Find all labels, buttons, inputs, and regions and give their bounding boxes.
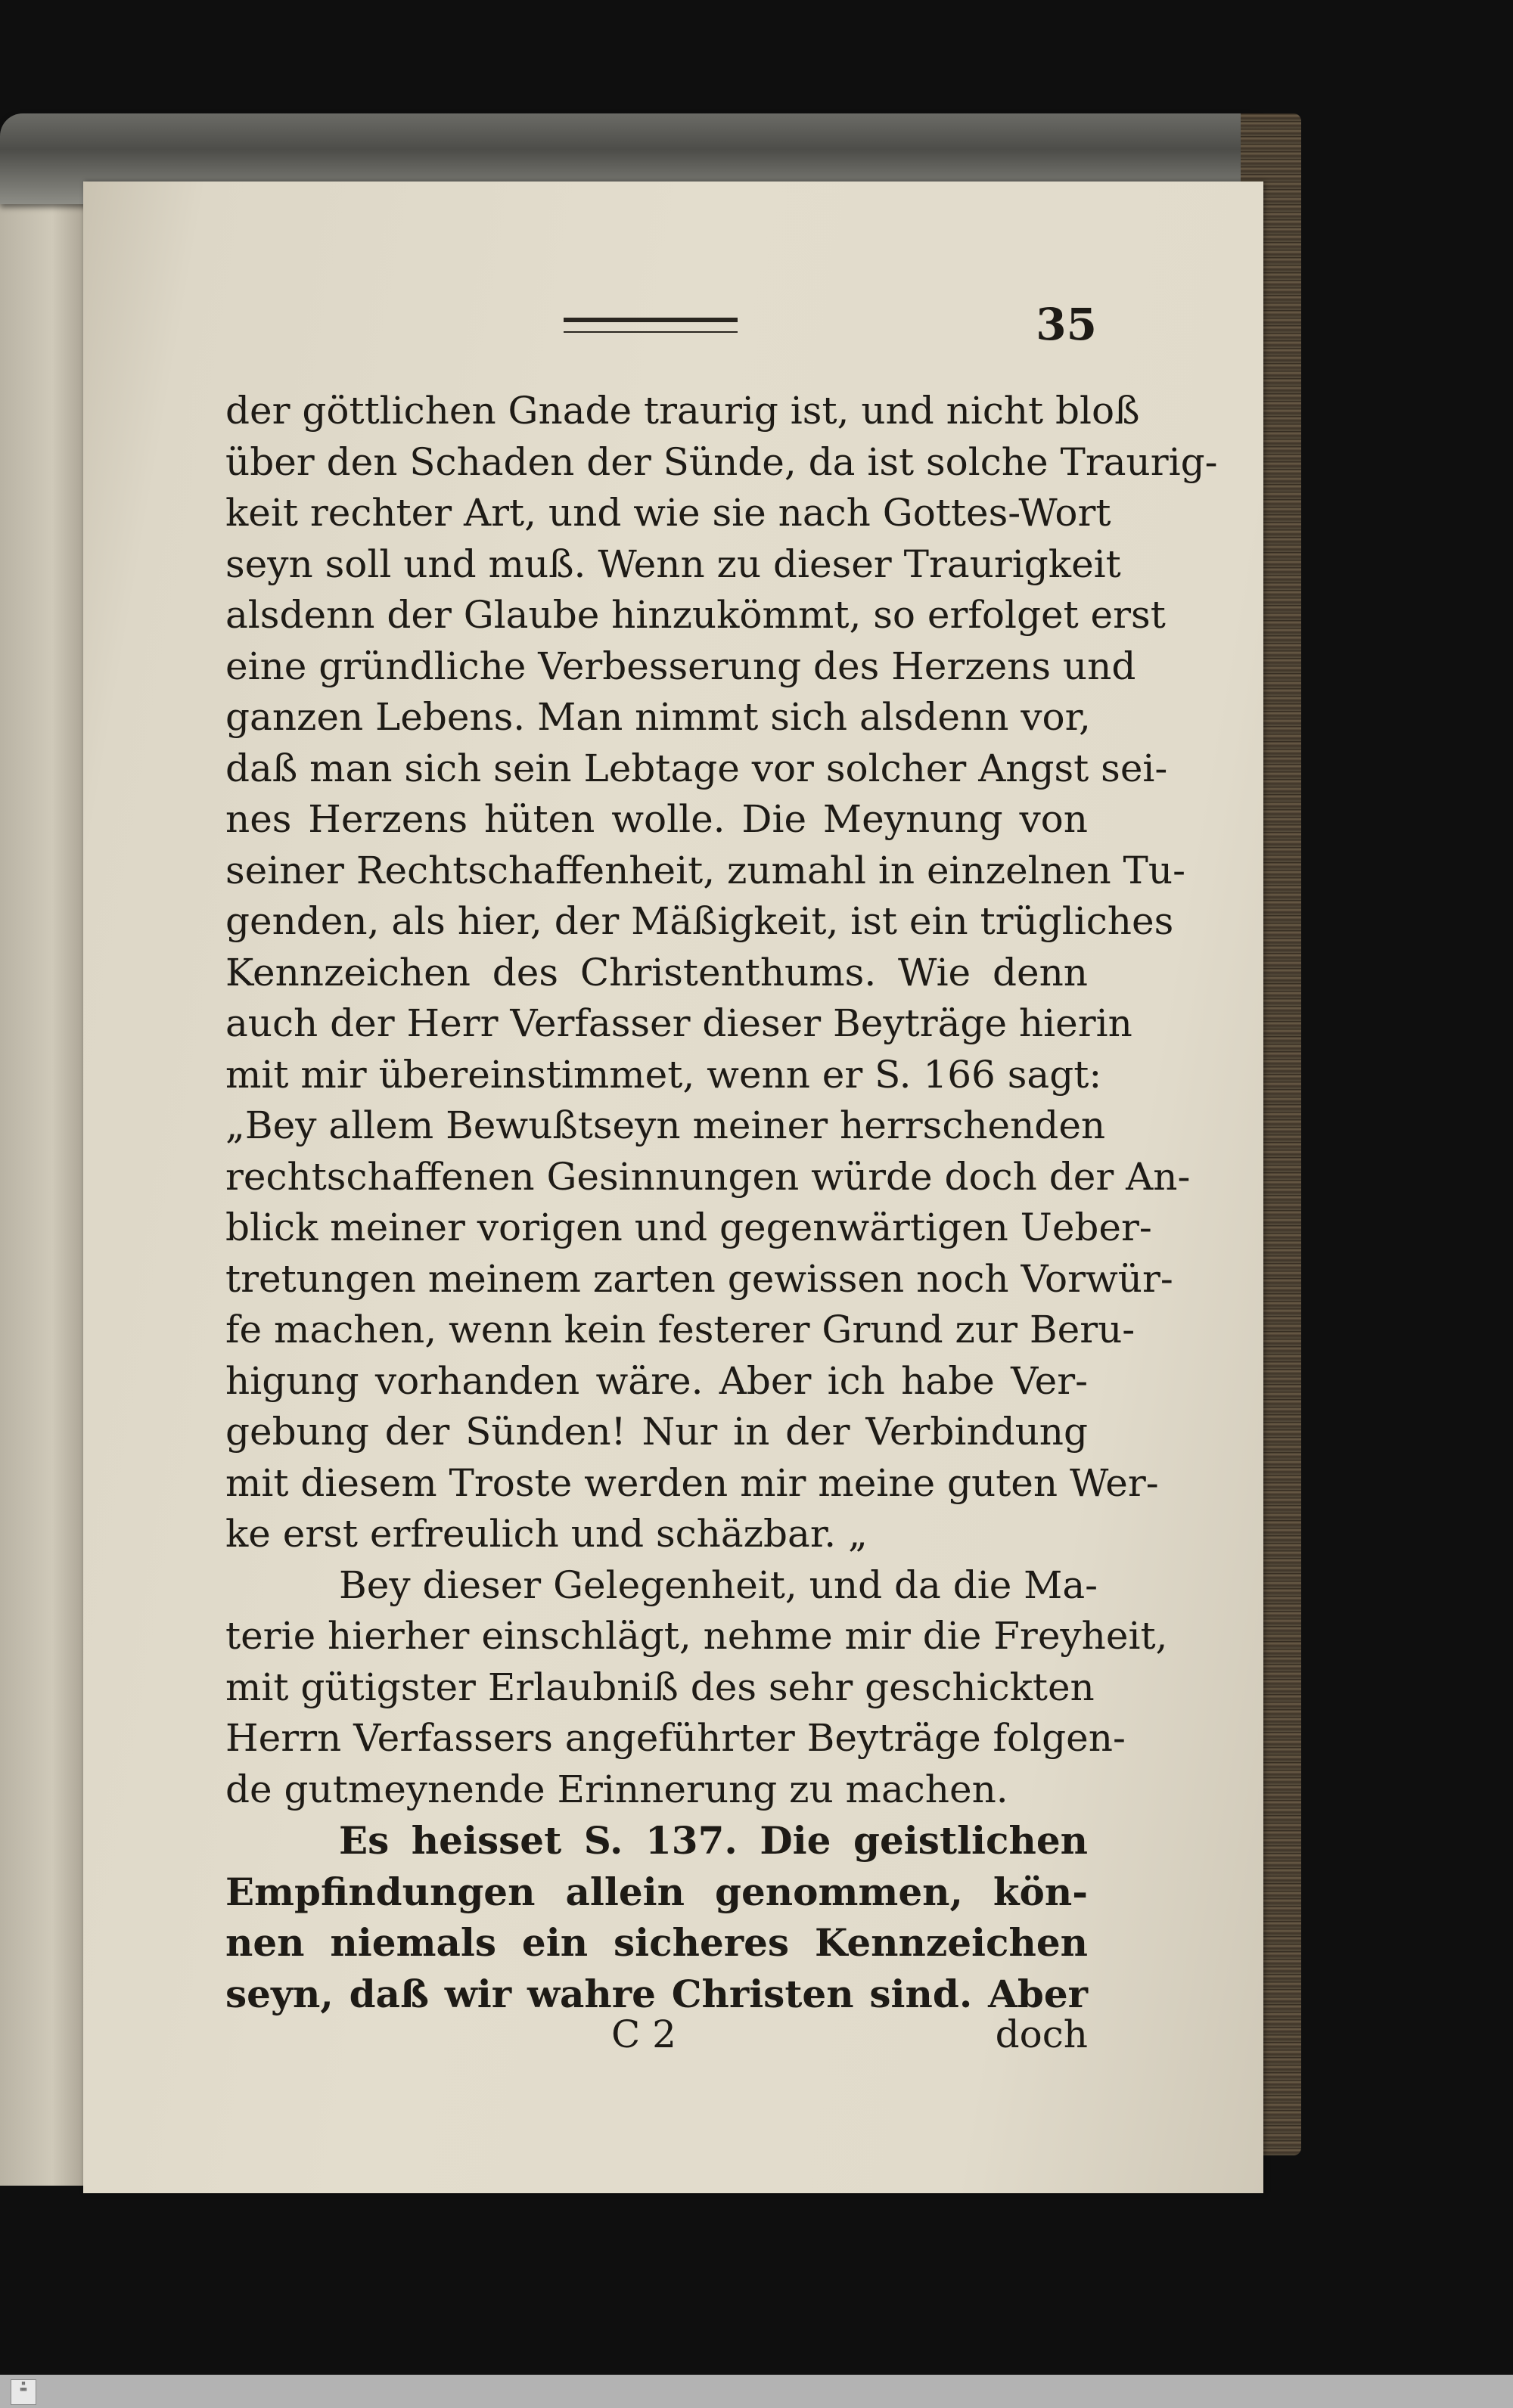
header-rule [564,318,738,333]
text-line: seyn, daß wir wahre Christen sind. Aber [225,1971,1088,2016]
page-footer [225,2008,1088,2061]
text-line: alsdenn der Glaube hinzukömmt, so erfolget erst [225,593,1166,637]
text-line: Empfindungen allein genommen, kön- [225,1869,1088,1914]
text-line: terie hierher einschlägt, nehme mir die Freyheit, [225,1614,1168,1658]
text-line: eine gründliche Verbesserung des Herzens und [225,644,1136,688]
text-line: über den Schaden der Sünde, da ist solche Traurig- [225,439,1218,484]
page-number: 35 [1036,299,1097,350]
text-line: ke erst erfreulich und schäzbar. „ [225,1512,868,1556]
text-line: Bey dieser Gelegenheit, und da die Ma- [339,1562,1098,1607]
library-logo-icon: ▦ ▦▦ [11,2379,36,2405]
text-line: „Bey allem Bewußtseyn meiner herrschenden [225,1103,1106,1147]
body-text [225,386,1218,2019]
text-line: mit diesem Troste werden mir meine guten Wer- [225,1460,1159,1505]
text-line: der göttlichen Gnade traurig ist, und nicht bloß [225,389,1140,433]
text-line: fe machen, wenn kein festerer Grund zur Beru- [225,1308,1136,1351]
viewer-bottom-bar [0,2375,1513,2408]
text-line: Herrn Verfassers angeführter Beyträge folgen- [225,1716,1126,1760]
signature-mark: C 2 [611,2012,676,2056]
text-line: nen niemals ein sicheres Kennzeichen [225,1920,1088,1965]
text-line: tretungen meinem zarten gewissen noch Vorwür- [225,1256,1173,1301]
text-line: higung vorhanden wäre. Aber ich habe Ver- [225,1358,1088,1403]
text-line: Kennzeichen des Christenthums. Wie denn [225,950,1088,995]
text-line: blick meiner vorigen und gegenwärtigen Ueber- [225,1206,1152,1249]
text-line: auch der Herr Verfasser dieser Beyträge hierin [225,1001,1132,1045]
text-line: mit gütigster Erlaubniß des sehr geschickten [225,1665,1095,1709]
text-line: de gutmeynende Erinnerung zu machen. [225,1767,1008,1811]
text-line: nes Herzens hüten wolle. Die Meynung von [225,797,1088,841]
text-line: mit mir übereinstimmet, wenn er S. 166 sagt: [225,1052,1102,1097]
text-line: genden, als hier, der Mäßigkeit, ist ein trügliches [225,899,1174,943]
catchword: doch [995,2012,1088,2056]
text-line: keit rechter Art, und wie sie nach Gottes-Wort [225,491,1111,535]
text-line: seiner Rechtschaffenheit, zumahl in einzelnen Tu- [225,848,1185,892]
text-line: gebung der Sünden! Nur in der Verbindung [225,1410,1088,1454]
facing-page-edge [0,189,87,2186]
text-line: Es heisset S. 137. Die geistlichen [339,1818,1088,1863]
text-line: ganzen Lebens. Man nimmt sich alsdenn vor, [225,695,1091,739]
text-line: rechtschaffenen Gesinnungen würde doch der An- [225,1154,1191,1199]
text-line: seyn soll und muß. Wenn zu dieser Traurigkeit [225,541,1121,586]
text-line: daß man sich sein Lebtage vor solcher Angst sei- [225,746,1168,790]
